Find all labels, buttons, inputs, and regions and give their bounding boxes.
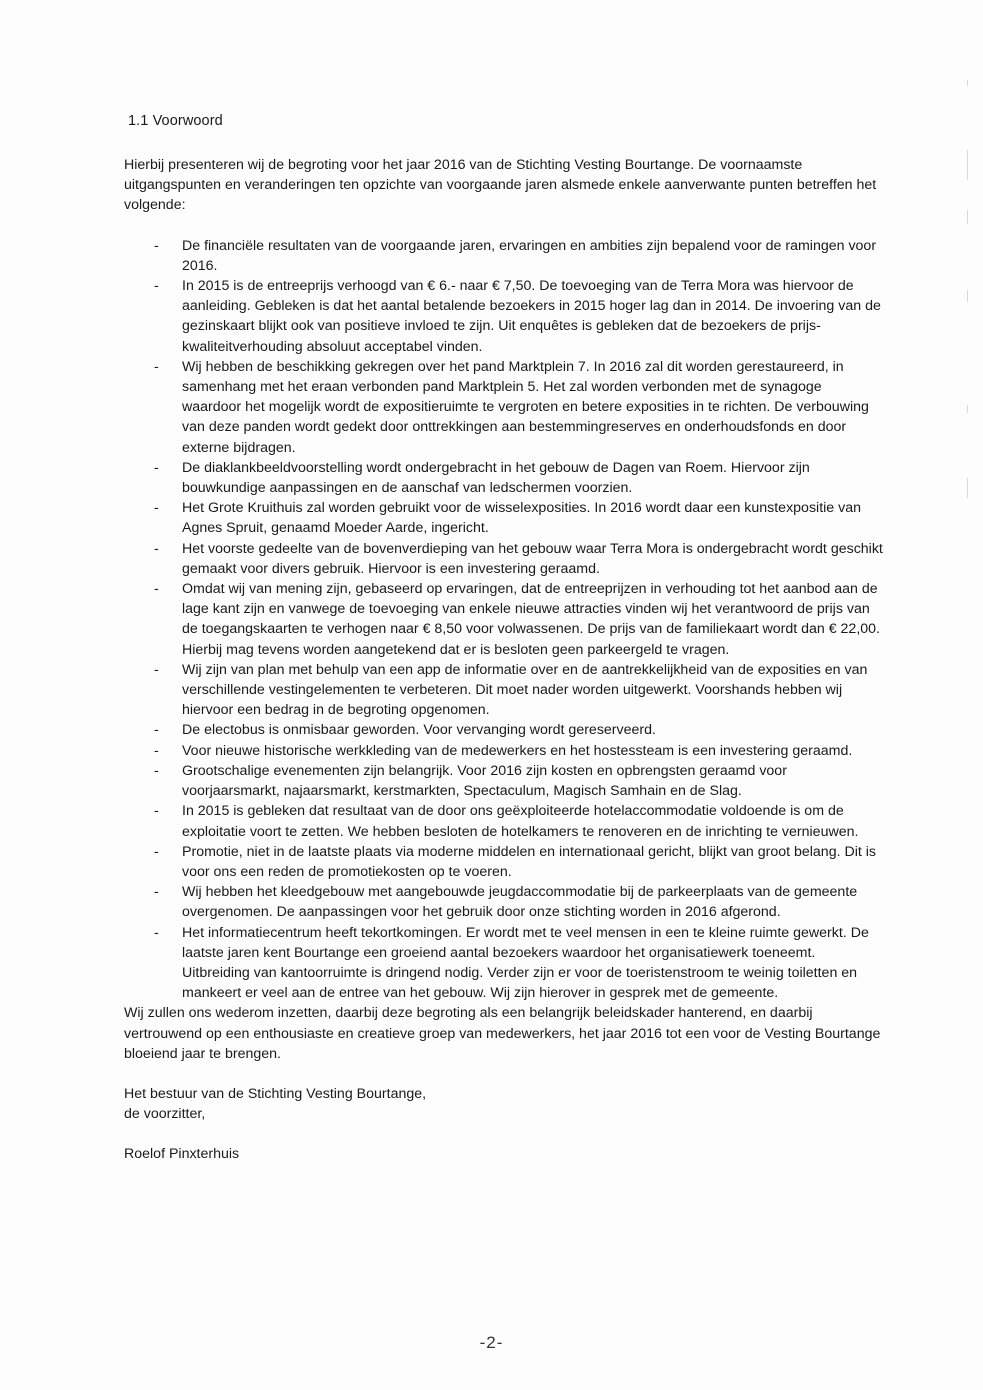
bullet-item [124,761,884,801]
bullet-item [124,236,884,276]
scan-artifact [967,80,968,86]
bullet-item [124,276,884,357]
bullet-item [124,801,884,841]
bullet-text: Promotie, niet in de laatste plaats via moderne middelen en internationaal gericht, blijkt van groot belang. Dit is voor ons een reden de promotiekosten op te voeren. [182,843,877,880]
closing-paragraph: Wij zullen ons wederom inzetten, daarbij deze begroting als een belangrijk beleidskader hanterend, en daarbij vertrouwend op een enthousiaste en creatieve groep van medewerkers, het jaar 2016 tot een voor de Vesting Bourtange bloeiend jaar te brengen. [124,1005,881,1062]
bullet-item [124,923,884,1004]
bullet-item [124,842,884,882]
bullet-text: In 2015 is de entreeprijs verhoogd van € 6.- naar € 7,50. De toevoeging van de Terra Mora was hiervoor de aanleiding. Gebleken is dat het aantal betalende bezoekers in 2015 hoger lag dan in 2014. De invoering van de gezinskaart blijkt ook van positieve invloed te zijn. Uit enquêtes is gebleken dat de bezoekers de prijs-kwaliteitverhouding absoluut acceptabel vinden. [182,278,881,355]
bullet-text: In 2015 is gebleken dat resultaat van de door ons geëxploiteerde hotelaccommodatie voldoende is om de exploitatie voort te zetten. We hebben besloten de hotelkamers te renoveren en de inrichting te vernieuwen. [182,803,859,840]
bullet-dash: - [154,540,159,557]
intro-paragraph: Hierbij presenteren wij de begroting voor het jaar 2016 van de Stichting Vesting Bourtange. De voornaamste uitgangspunten en veranderingen ten opzichte van voorgaande jaren alsmede enkele aanverwante punten betreffen het volgende: [124,157,877,214]
bullet-text: Grootschalige evenementen zijn belangrijk. Voor 2016 zijn kosten en opbrengsten geraamd voor voorjaarsmarkt, najaarsmarkt, kerstmarkten, Spectaculum, Magisch Samhain en de Slag. [182,762,787,800]
bullet-item [124,882,884,922]
bullet-text: Het Grote Kruithuis zal worden gebruikt voor de wisselexposities. In 2016 wordt daar een kunstexpositie van Agnes Spruit, genaamd Moeder Aarde, ingericht. [182,500,861,537]
bullet-dash: - [154,237,159,254]
bullet-dash: - [154,722,159,739]
bullet-text: Wij hebben de beschikking gekregen over het pand Marktplein 7. In 2016 zal dit worden gerestaureerd, in samenhang met het eraan verbonden pand Marktplein 5. Het zal worden verbonden met de synagoge waardoor het mogelijk wordt de expositieruimte te vergroten en betere exposities in te richten. De verbouwing van deze panden wordt gedekt door onttrekkingen aan bestemmingreserves en onderhoudsfonds en door externe bijdragen. [182,358,869,456]
bullet-text: Omdat wij van mening zijn, gebaseerd op ervaringen, dat de entreeprijzen in verhouding tot het aanbod aan de lage kant zijn en vanwege de toevoeging van enkele nieuwe attracties vinden wij het verantwoord de prijs van de toegangskaarten te verhogen naar € 8,50 voor volwassenen. De prijs van de familiekaart wordt dan € 22,00. Hierbij mag tevens worden aangetekend dat er is besloten geen parkeergeld te vragen. [182,581,880,658]
scan-artifact [967,150,968,180]
bullet-item [124,498,884,538]
bullet-item [124,720,884,740]
bullet-item [124,660,884,721]
signer-name: Roelof Pinxterhuis [124,1146,240,1163]
page-number: -2- [479,1333,504,1352]
bullet-dash: - [154,358,159,375]
signoff-role-line: de voorzitter, [124,1106,206,1123]
bullet-item [124,539,884,579]
bullet-dash: - [154,762,159,779]
bullet-text: Voor nieuwe historische werkkleding van de medewerkers en het hostessteam is een investering geraamd. [182,742,853,759]
bullet-item [124,741,884,761]
bullet-dash: - [154,581,159,598]
bullet-item [124,579,884,660]
signoff-block [124,1084,884,1124]
bullet-list [124,236,884,1004]
bullet-item [124,458,884,498]
bullet-dash: - [154,661,159,678]
scan-artifact [967,405,968,413]
bullet-dash: - [154,924,159,941]
bullet-text: De electobus is onmisbaar geworden. Voor vervanging wordt gereserveerd. [182,722,656,739]
document-body [124,155,884,1165]
bullet-dash: - [154,500,159,517]
bullet-dash: - [154,803,159,820]
bullet-dash: - [154,742,159,759]
scan-artifact [967,478,968,498]
bullet-dash: - [154,884,159,901]
bullet-dash: - [154,459,159,476]
section-heading: 1.1 Voorwoord [128,113,223,129]
scan-artifact [967,210,968,224]
bullet-item [124,357,884,458]
bullet-text: Het informatiecentrum heeft tekortkomingen. Er wordt met te veel mensen in een te kleine ruimte gewerkt. De laatste jaren kent Bourtange een groeiend aantal bezoekers waardoor het organisatiewerk toeneemt. Uitbreiding van kantoorruimte is dringend nodig. Verder zijn er voor de toeristenstroom te weinig toiletten en mankeert er veel aan de entree van het gebouw. Wij zijn hierover in gesprek met de gemeente. [182,924,869,1002]
bullet-text: Het voorste gedeelte van de bovenverdieping van het gebouw waar Terra Mora is ondergebracht wordt geschikt gemaakt voor divers gebruik. Hiervoor is een investering geraamd. [182,540,883,577]
bullet-text: De financiële resultaten van de voorgaande jaren, ervaringen en ambities zijn bepalend voor de ramingen voor 2016. [182,237,877,274]
bullet-text: De diaklankbeeldvoorstelling wordt ondergebracht in het gebouw de Dagen van Roem. Hiervoor zijn bouwkundige aanpassingen en de aanschaf van ledschermen voorzien. [182,459,810,497]
signoff-board-line: Het bestuur van de Stichting Vesting Bourtange, [124,1085,427,1102]
bullet-text: Wij zijn van plan met behulp van een app de informatie over en de aantrekkelijkheid van de exposities en van verschillende vestingelementen te verbeteren. Dit moet nader worden uitgewerkt. Voorshands hebben wij hiervoor een bedrag in de begroting opgenomen. [182,661,868,719]
bullet-dash: - [154,278,159,295]
bullet-text: Wij hebben het kleedgebouw met aangebouwde jeugdaccommodatie bij de parkeerplaats van de gemeente overgenomen. De aanpassingen voor het gebruik door onze stichting worden in 2016 afgerond. [182,884,858,921]
bullet-dash: - [154,843,159,860]
scan-artifact [967,290,968,302]
